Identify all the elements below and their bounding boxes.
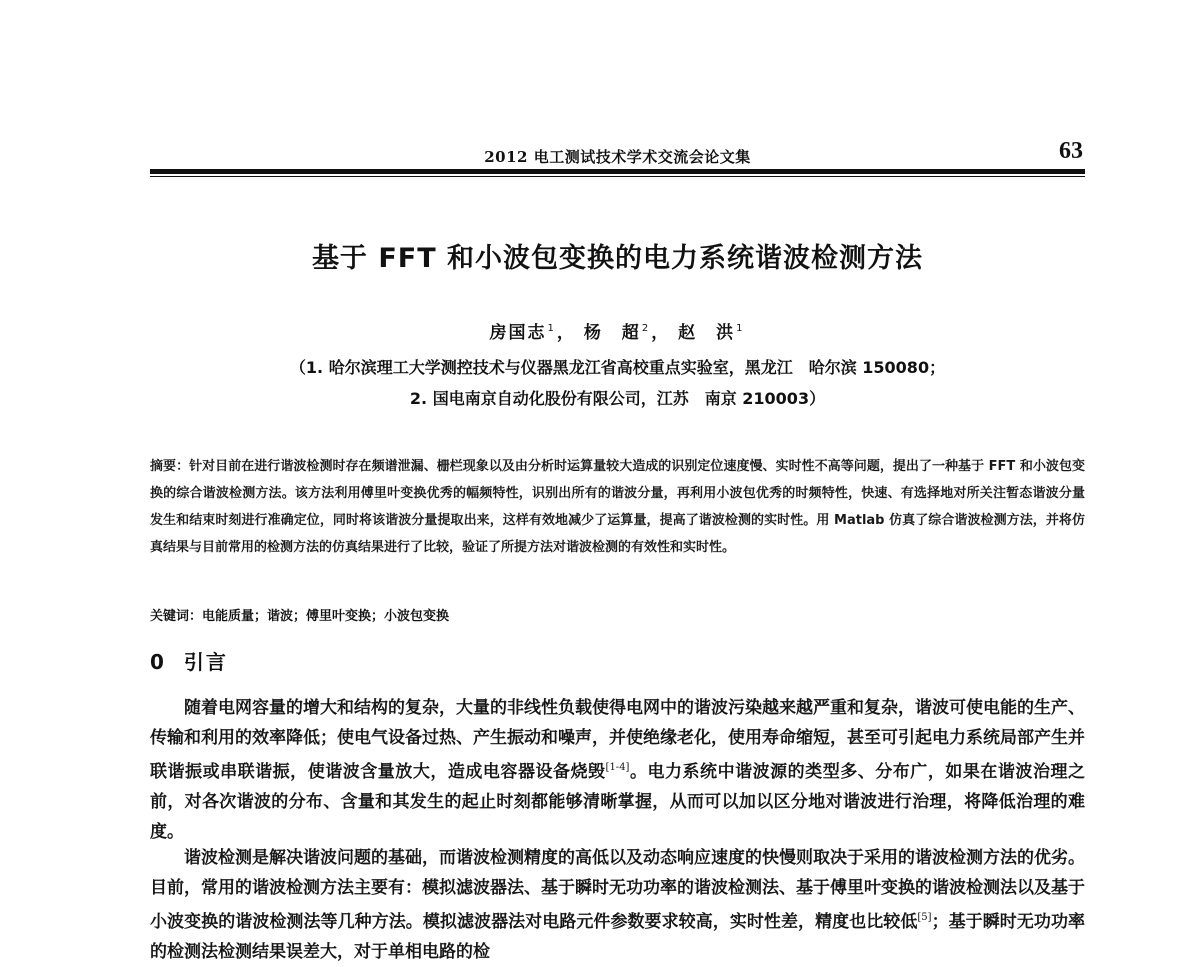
body-paragraph xyxy=(150,693,1085,847)
paragraph-text: 谐波检测是解决谐波问题的基础，而谐波检测精度的高低以及动态响应速度的快慢则取决于采用的谐波检测方法的优劣。目前，常用的谐波检测方法主要有：模拟滤波器法、基于瞬时无功功率的谐波检测法、基于傅里叶变换的谐波检测法以及基于小波变换的谐波检测法等几种方法。模拟滤波器法对电路元件参数要求较高，实时性差，精度也比较低 xyxy=(150,848,1085,932)
citation-ref: [5] xyxy=(917,912,932,923)
keywords-text: 电能质量；谐波；傅里叶变换；小波包变换 xyxy=(202,609,450,624)
paragraph-text: ；基于瞬时无功功率的检测法检测结果误差大，对于单相电路的检 xyxy=(150,912,1086,962)
author-affiliation-mark: 2 xyxy=(641,323,651,334)
abstract xyxy=(150,453,1085,561)
section-number: 0 xyxy=(150,650,166,674)
section-heading xyxy=(150,646,228,675)
affiliation-line: 2. 国电南京自动化股份有限公司，江苏 南京 210003） xyxy=(409,389,826,408)
abstract-label: 摘要： xyxy=(150,459,190,474)
citation-ref: [1-4] xyxy=(605,762,630,773)
author-affiliation-mark: 1 xyxy=(547,323,556,334)
author-name: 赵 洪 xyxy=(678,323,736,343)
paragraph-text: 。电力系统中谐波源的类型多、分布广，如果在谐波治理之前，对各次谐波的分布、含量和其发生的起止时刻都能够清晰掌握，从而可以加以区分地对谐波进行治理，将降低治理的难度。 xyxy=(150,762,1085,842)
page-number: 63 xyxy=(1059,138,1083,164)
paper-title: 基于 FFT 和小波包变换的电力系统谐波检测方法 xyxy=(311,243,924,274)
keywords xyxy=(150,605,1085,624)
author-affiliation-mark: 1 xyxy=(736,323,745,334)
running-header xyxy=(150,138,1085,170)
body-paragraph xyxy=(150,843,1085,967)
author-separator: ， xyxy=(556,323,576,343)
author-name: 房国志 xyxy=(489,323,547,343)
abstract-text: 针对目前在进行谐波检测时存在频谱泄漏、栅栏现象以及由分析时运算量较大造成的识别定位速度慢、实时性不高等问题，提出了一种基于 FFT 和小波包变换的综合谐波检测方法。该方法利用傅里叶变换优秀的幅频特性，识别出所有的谐波分量，再利用小波包优秀的时频特性，快速、有选择地对所关注暂态谐波分量发生和结束时刻进行准确定位，同时将该谐波分量提取出来，这样有效地减少了运算量，提高了谐波检测的实时性。用 Matlab 仿真了综合谐波检测方法，并将仿真结果与目前常用的检测方法的仿真结果进行了比较，验证了所提方法对谐波检测的有效性和实时性。 xyxy=(150,459,1085,555)
keywords-label: 关键词： xyxy=(150,609,203,624)
affiliation-line: （1. 哈尔滨理工大学测控技术与仪器黑龙江省高校重点实验室，黑龙江 哈尔滨 150080； xyxy=(289,358,946,377)
section-title: 引言 xyxy=(183,650,228,674)
author-name: 杨 超 xyxy=(583,323,641,343)
paragraph-text: 随着电网容量的增大和结构的复杂，大量的非线性负载使得电网中的谐波污染越来越严重和复杂，谐波可使电能的生产、传输和利用的效率降低；使电气设备过热、产生振动和噪声，并使绝缘老化，使用寿命缩短，甚至可引起电力系统局部产生并联谐振或串联谐振，使谐波含量放大，造成电容器设备烧毁 xyxy=(150,698,1085,782)
author-separator: ， xyxy=(651,323,671,343)
header-rule xyxy=(150,169,1085,174)
proceedings-title: 2012 电工测试技术学术交流会论文集 xyxy=(484,148,751,166)
header-rule-thin xyxy=(150,176,1085,177)
author-list xyxy=(150,318,1085,343)
